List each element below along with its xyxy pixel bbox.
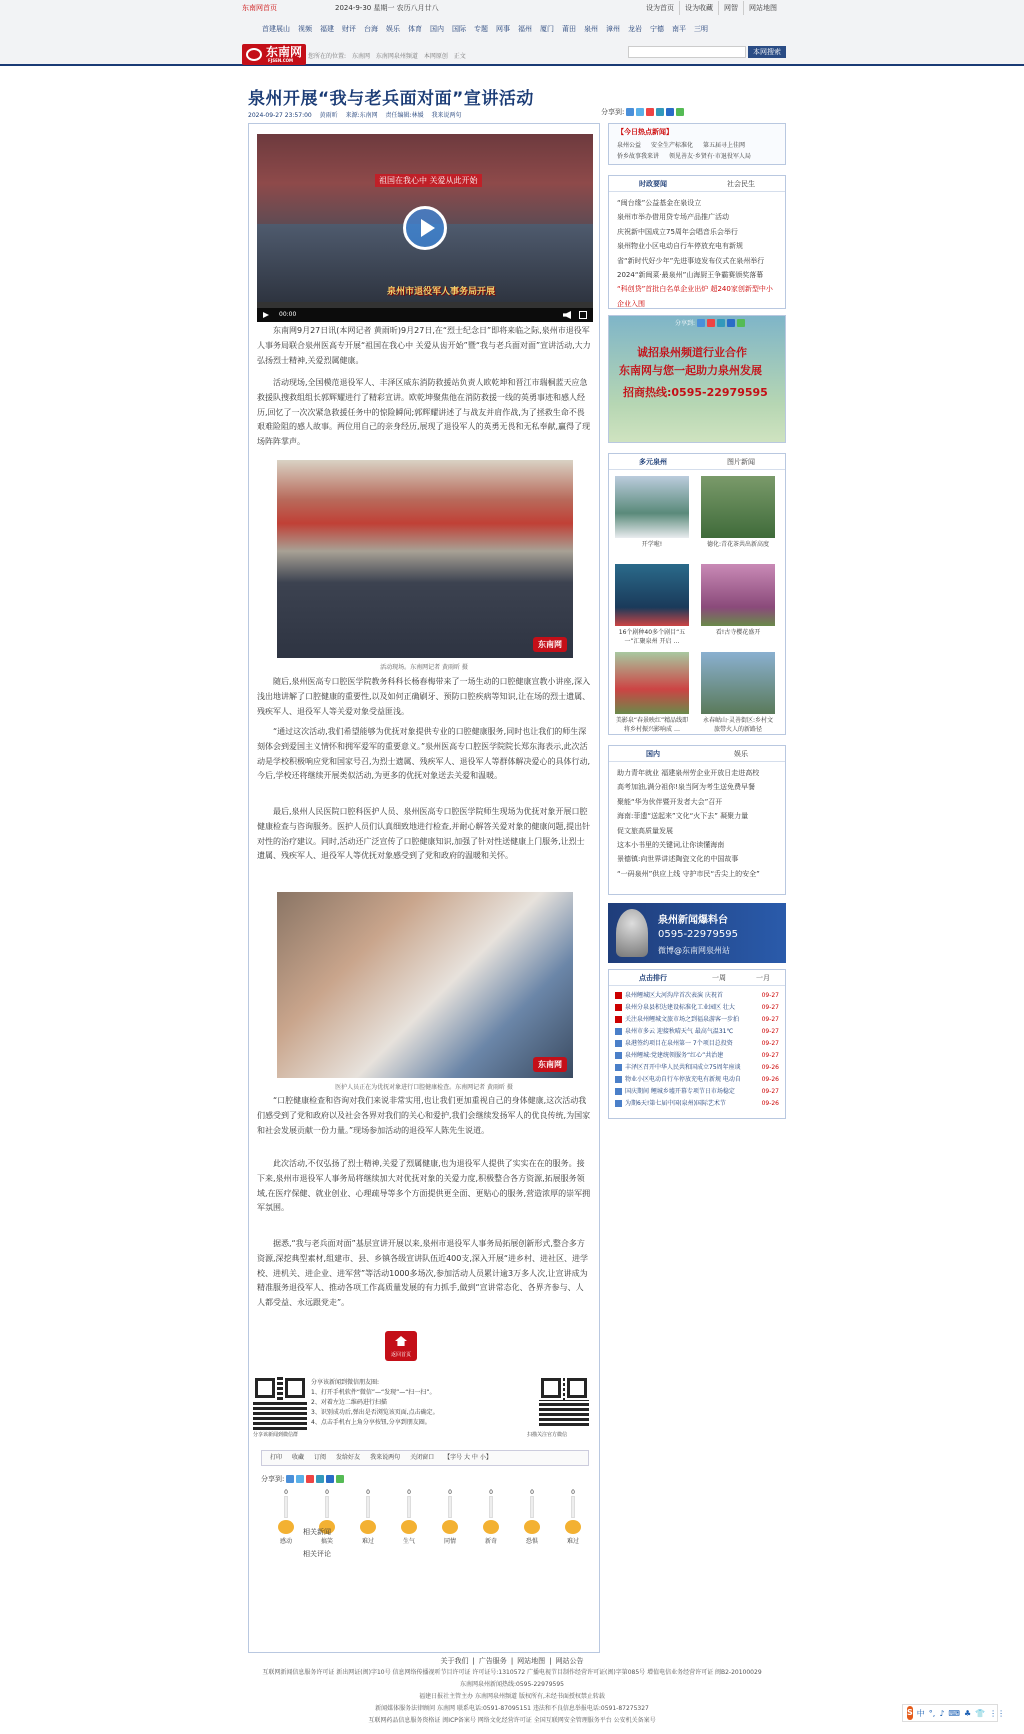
wechat-qr-left — [253, 1376, 307, 1430]
rank-row[interactable] — [609, 1086, 785, 1098]
share-bar-top — [601, 107, 684, 117]
rank-title[interactable]: 泉州市多云 迎接秋晴天气 最高气温31℃ — [625, 1028, 734, 1035]
article-toolbar — [261, 1450, 589, 1466]
article-title: 泉州开展“我与老兵面对面”宣讲活动 — [248, 89, 534, 109]
photo-activity — [277, 460, 573, 658]
breadcrumb-channel[interactable]: 东南网泉州频道 — [375, 53, 418, 60]
news-link[interactable]: 海南:菲遗“送起来”文化“火下去” 凝聚力量 — [617, 812, 749, 821]
publish-time: 2024-09-27 23:57:00 — [248, 112, 312, 119]
mood-bar — [366, 1496, 370, 1518]
mood-face-icon[interactable] — [524, 1520, 540, 1534]
article-body — [248, 123, 600, 1653]
date-text: 2024-9-30 星期一 农历八月廿八 — [335, 4, 439, 12]
tab-domestic[interactable]: 国内 — [646, 750, 660, 758]
rank-row[interactable] — [609, 1002, 785, 1014]
photo-box — [608, 453, 786, 735]
rank-title[interactable]: 泉州鲤城区大河沟岸首次表演 庆祝首 — [625, 992, 723, 999]
rank-date: 09-27 — [761, 1040, 779, 1047]
editor: 责任编辑:林媛 — [385, 112, 424, 119]
channel-link[interactable]: 台海 — [364, 25, 378, 33]
mood-count: 0 — [284, 1489, 288, 1496]
qr-line: 3、识别成功后,弹出是否浏览该页面,点击确定。 — [311, 1409, 439, 1416]
mood-label: 搞笑 — [320, 1538, 333, 1545]
video-subtitle: 泉州市退役军人事务局开展 — [387, 287, 496, 297]
photo-thumb[interactable] — [615, 476, 689, 538]
share-douban-icon[interactable] — [336, 1475, 344, 1483]
photo-caption[interactable]: 永春岵山·灵善街区:乡村文旅带火人的新路径 — [703, 717, 773, 733]
ad-line2: 东南网与您一起助力泉州发展 — [619, 364, 762, 377]
mood-bar — [530, 1496, 534, 1518]
mood-face-icon[interactable] — [442, 1520, 458, 1534]
rank-row[interactable] — [609, 1062, 785, 1074]
photo-caption[interactable]: 美影泉“春景映红”精品线即将乡村振兴影响成 … — [615, 717, 689, 733]
ad-service-link[interactable]: 广告服务 — [478, 1657, 507, 1665]
watermark: 东南网 — [533, 637, 567, 652]
wechat-qr-right — [539, 1376, 589, 1426]
footer-line: 东南网泉州新闻热线:0595-22979595 — [460, 1681, 564, 1688]
channel-link[interactable]: 财评 — [342, 25, 356, 33]
channel-link[interactable]: 专题 — [474, 25, 488, 33]
photo-caption: 活动现场。东南网记者 黄雨昕 摄 — [380, 664, 468, 671]
ime-toolbar[interactable] — [902, 1704, 1006, 1722]
channel-link[interactable]: 泉州 — [584, 25, 598, 33]
set-homepage-link[interactable]: 设为首页 — [641, 1, 680, 15]
ad-line3: 招商热线:0595-22979595 — [623, 386, 768, 399]
share-kaixin-icon[interactable] — [666, 108, 674, 116]
mood-item[interactable] — [558, 1489, 588, 1545]
mood-face-icon[interactable] — [360, 1520, 376, 1534]
share-bar-bottom — [261, 1474, 344, 1484]
favorite-button[interactable]: 收藏 — [292, 1454, 305, 1461]
mood-label: 恐惧 — [525, 1538, 538, 1545]
sitemap-link[interactable]: 网站地图 — [749, 4, 777, 12]
mood-bar — [325, 1496, 329, 1518]
volume-icon[interactable] — [563, 311, 571, 319]
channel-link[interactable]: 娱乐 — [386, 25, 400, 33]
rank-number-icon — [615, 992, 622, 999]
today-hot-box — [608, 123, 786, 165]
mood-label: 新奇 — [484, 1538, 497, 1545]
tab-month[interactable]: 一月 — [756, 974, 770, 982]
logo-sub: FJSEN.COM — [268, 58, 294, 63]
play-small-icon[interactable] — [263, 312, 269, 318]
mood-item[interactable] — [435, 1489, 465, 1545]
rank-date: 09-27 — [761, 1052, 779, 1059]
ad-share — [675, 318, 745, 327]
mood-count: 0 — [530, 1489, 534, 1496]
ime-tool-icon[interactable]: ♣ — [963, 1708, 972, 1718]
share-tqq-icon[interactable] — [656, 108, 664, 116]
channel-link[interactable]: 宁德 — [650, 25, 664, 33]
watermark: 东南网 — [533, 1057, 567, 1072]
share-icon[interactable] — [737, 319, 745, 327]
source: 来源:东南网 — [345, 112, 378, 119]
footer-line: 福建日报社主管主办 东南网泉州频道 版权所有,未经书面授权禁止转载 — [419, 1693, 605, 1700]
rank-date: 09-27 — [761, 1004, 779, 1011]
tab-society[interactable]: 社会民生 — [727, 180, 755, 188]
news-link[interactable]: 这本小书里的关键词,让你读懂海南 — [617, 841, 725, 850]
photo-checkup — [277, 892, 573, 1078]
mood-bar — [407, 1496, 411, 1518]
rank-date: 09-27 — [761, 992, 779, 999]
rank-title[interactable]: 泉州鲤城:党建统领服务“红心”共治建 — [625, 1052, 724, 1059]
channel-link[interactable]: 体育 — [408, 25, 422, 33]
share-icon[interactable] — [717, 319, 725, 327]
photo-thumb[interactable] — [615, 652, 689, 714]
mood-label: 感动 — [279, 1538, 292, 1545]
news-link[interactable]: 助力青年就业 福建泉州劳企业开放日走进高校 — [617, 769, 760, 777]
paragraph: 此次活动,不仅弘扬了烈士精神,关爱了烈属健康,也为退役军人提供了实实在在的服务。接下来,泉州市退役军人事务局将继续加大对优抚对象的关爱力度,积极整合各方资源,拓展服务领域,在医疗保健、就业创业、心理疏导等多个方面提供更全面、更贴心的服务,营造浓厚的崇军拥军氛围。 — [257, 1159, 591, 1213]
news-link[interactable]: “闽台缘”公益基金在泉设立 — [617, 199, 702, 207]
ad-line1: 诚招泉州频道行业合作 — [637, 346, 747, 359]
top-line — [242, 0, 782, 15]
mood-label: 难过 — [361, 1538, 374, 1545]
rank-date: 09-27 — [761, 1016, 779, 1023]
video-time: 00:00 — [279, 311, 297, 318]
mood-label: 难过 — [566, 1538, 579, 1545]
qr-line: 4、点击手机右上角分享按钮,分享到朋友圈。 — [311, 1419, 431, 1426]
share-tqq-icon[interactable] — [316, 1475, 324, 1483]
rank-title[interactable]: 丰泽区召开中华人民共和国成立75周年座谈 — [625, 1064, 741, 1071]
comment-link[interactable]: 我来说两句 — [431, 112, 462, 119]
share-label: 分享到: — [261, 1475, 285, 1483]
ime-tool-icon[interactable]: 👕 — [975, 1708, 986, 1718]
paragraph: “口腔健康检查和咨询对我们来说非常实用,也让我们更加重视自己的身体健康,这次活动我们感受到了党和政府以及社会各界对我们的关心和爱护,我们会继续发扬军人的优良传统,为国家和社会发展贡献一份力量。”现场参加活动的退役军人陈先生说道。 — [257, 1096, 591, 1135]
share-qzone-icon[interactable] — [286, 1475, 294, 1483]
rank-row[interactable] — [609, 1026, 785, 1038]
channel-link[interactable]: 福建 — [320, 25, 334, 33]
article-meta — [248, 110, 468, 119]
paragraph: 最后,泉州人民医院口腔科医护人员、泉州医高专口腔医学院师生现场为优抚对象开展口腔健康检查与咨询服务。医护人员们认真细致地进行检查,并耐心解答关爱对象的健康问题,提出针对性的治疗建议。同时,活动还广泛宣传了口腔健康知识,加强了针对性送健康上门服务,让烈士遗属、残疾军人、退役军人等优抚对象感受到了党和政府的温暖和关怀。 — [257, 807, 591, 861]
paragraph: 随后,泉州医高专口腔医学院教务科科长杨春梅带来了一场生动的口腔健康宣教小讲座,深入浅出地讲解了口腔健康的重要性,以及如何正确刷牙、预防口腔疾病等知识,让在场的烈士遗属、残疾军人、退役军人等关爱对象受益匪浅。 — [257, 677, 591, 716]
photo-caption[interactable]: 开学啦! — [641, 541, 663, 548]
back-label: 返回首页 — [390, 1352, 411, 1358]
rank-number-icon — [615, 1028, 622, 1035]
mood-label: 生气 — [402, 1538, 415, 1545]
home-link[interactable]: 东南网首页 — [242, 4, 277, 12]
qr-left-caption: 分享该新闻到微信群 — [253, 1432, 299, 1438]
channel-link[interactable]: 国际 — [452, 25, 466, 33]
channel-link[interactable]: 三明 — [694, 25, 708, 33]
top-right-links — [641, 1, 782, 15]
channel-link[interactable]: 网事 — [496, 25, 510, 33]
photo-thumb[interactable] — [701, 476, 775, 538]
logo-icon — [246, 48, 262, 61]
rank-number-icon — [615, 1076, 622, 1083]
photo-caption[interactable]: 看!古寺樱花盛开 — [715, 629, 761, 636]
rank-date: 09-26 — [761, 1076, 779, 1083]
hot-link[interactable]: 第五届寻上佳网 — [703, 142, 746, 149]
share-renren-icon[interactable] — [646, 108, 654, 116]
related-news-heading: 相关新闻 — [303, 1528, 331, 1536]
rank-row[interactable] — [609, 1050, 785, 1062]
rank-title[interactable]: 关注泉州鲤城文旅市场之到福泉游客一步拍 — [625, 1016, 740, 1023]
rank-title[interactable]: 国庆期间 鲤城乡墟开幕专项节日市场稳定 — [625, 1088, 735, 1095]
breadcrumb-home[interactable]: 东南网 — [351, 53, 370, 60]
mood-face-icon[interactable] — [565, 1520, 581, 1534]
news-link[interactable]: 庆祝新中国成立75周年会唱音乐会举行 — [617, 227, 738, 236]
mood-face-icon[interactable] — [278, 1520, 294, 1534]
hotline-title: 泉州新闻爆料台 — [658, 915, 728, 926]
qr-line: 分享该新闻到微信朋友圈: — [311, 1379, 380, 1386]
rank-box — [608, 969, 786, 1119]
send-friend-button[interactable]: 发给好友 — [336, 1454, 361, 1461]
share-label: 分享到: — [601, 108, 625, 116]
video-controls[interactable] — [257, 308, 593, 322]
footer-links: 关于我们 | 广告服务 | 网站地图 | 网站公告 — [440, 1657, 584, 1665]
fullscreen-icon[interactable] — [579, 311, 587, 319]
qr-line: 2、对着左边二维码进行扫描 — [311, 1399, 387, 1406]
print-button[interactable]: 打印 — [270, 1454, 283, 1461]
hot-link[interactable]: 侨乡故事我来讲 — [617, 153, 660, 160]
footer-line: 互联网药品信息服务资格证 闽ICP备案号 网络文化经营许可证 全国互联网安全管理服务平台 公安机关备案号 — [368, 1717, 656, 1724]
rank-date: 09-26 — [761, 1064, 779, 1071]
mood-label: 同情 — [443, 1538, 456, 1545]
video-banner-text: 祖国在我心中 关爱从此开始 — [375, 174, 482, 187]
mood-face-icon[interactable] — [401, 1520, 417, 1534]
mood-face-icon[interactable] — [483, 1520, 499, 1534]
mood-count: 0 — [448, 1489, 452, 1496]
qr-instructions — [311, 1378, 439, 1428]
photo-caption: 医护人员正在为优抚对象进行口腔健康检查。东南网记者 黄雨昕 摄 — [335, 1084, 513, 1091]
ad-banner[interactable] — [608, 315, 786, 443]
mood-bar — [284, 1496, 288, 1518]
news-link[interactable]: 2024“新闽菜·最泉州”山海厨王争霸赛颁奖落幕 — [617, 271, 764, 280]
tab-click-rank[interactable]: 点击排行 — [639, 974, 667, 982]
news-link[interactable]: 高考加油,满分祖你!泉当阿为考生送免费早餐 — [617, 783, 756, 792]
wangzhi-link[interactable]: 网智 — [719, 1, 744, 15]
qr-right-caption: 扫描关注官方微信 — [527, 1432, 568, 1438]
share-icon[interactable] — [727, 319, 735, 327]
ime-tool-icon[interactable]: °, — [928, 1708, 936, 1718]
hotline-phone: 0595-22979595 — [658, 929, 738, 940]
footer — [0, 1655, 1024, 1727]
news-box-2 — [608, 745, 786, 895]
sitemap-link[interactable]: 网站地图 — [517, 1657, 546, 1665]
channel-link[interactable]: 南平 — [672, 25, 686, 33]
close-window-button[interactable]: 关闭窗口 — [410, 1454, 435, 1461]
photo-thumb[interactable] — [615, 564, 689, 626]
mood-count: 0 — [571, 1489, 575, 1496]
today-hot-title: 【今日热点新闻】 — [617, 128, 673, 136]
rank-number-icon — [615, 1040, 622, 1047]
photo-caption[interactable]: 16个剧种40多个剧目“五一”汇聚泉州 开启 … — [618, 629, 686, 645]
channel-link[interactable]: 莆田 — [562, 25, 576, 33]
channel-link[interactable]: 漳州 — [606, 25, 620, 33]
tab-week[interactable]: 一周 — [712, 974, 726, 982]
mood-bar — [448, 1496, 452, 1518]
font-size-control[interactable]: 【字号 大 中 小】 — [444, 1454, 492, 1461]
logo-text: 东南网 — [266, 45, 303, 59]
mood-item[interactable] — [353, 1489, 383, 1545]
mood-item[interactable] — [517, 1489, 547, 1545]
rank-number-icon — [615, 1088, 622, 1095]
header-wrap — [242, 0, 782, 63]
tab-diverse-quanzhou[interactable]: 多元泉州 — [639, 458, 667, 466]
photo-caption[interactable]: 德化:青花茶共出新高度 — [706, 541, 770, 548]
microphone-icon — [616, 909, 648, 957]
news-link[interactable]: 泉州市举办借用贷专场产品推广活动 — [617, 213, 729, 222]
ime-tool-icon[interactable]: ♪ — [939, 1708, 945, 1718]
qr-line: 1、打开手机软件“微信”—“发现”—“扫一扫”。 — [311, 1389, 436, 1396]
news-link[interactable]: “科创贷”首批白名单企业出炉 超240家创新型中小企业入围 — [617, 285, 773, 308]
paragraph: 据悉,“我与老兵面对面”基层宣讲开展以来,泉州市退役军人事务局拓展创新形式,整合多方资源,深挖典型素材,组建市、县、乡镇各级宣讲队伍近400支,深入开展“进乡村、进社区、进学校、进机关、进企业、进军营”等活动1000多场次,参加活动人员累计逾3万多人次,让宣讲成为精准服务退役军人、推动各项工作高质量发展的有力抓手,做到“宣讲常态化、各界齐参与、人人都受益、永远跟党走”。 — [257, 1239, 589, 1308]
footer-line: 互联网新闻信息服务许可证 新出网证(闽)字10号 信息网络传播视听节目许可证 许可证号:1310572 广播电视节目制作经营许可证(闽)字第085号 增值电信业务经营许可证 闽B2-20100029 — [262, 1669, 762, 1676]
share-icon[interactable] — [697, 319, 705, 327]
tab-entertainment[interactable]: 娱乐 — [734, 750, 748, 758]
channel-link[interactable]: 首建展山 — [262, 25, 290, 33]
mood-bar — [571, 1496, 575, 1518]
mood-item[interactable] — [271, 1489, 301, 1545]
rank-row[interactable] — [609, 1014, 785, 1026]
rank-title[interactable]: 为期6天!第七届中国(泉州)国际艺术节 — [625, 1100, 726, 1107]
share-renren-icon[interactable] — [306, 1475, 314, 1483]
author: 黄雨昕 — [319, 112, 338, 119]
rank-title[interactable]: 泉州分泉县积达建设标准化工业园区 壮大 — [625, 1004, 735, 1011]
footer-line: 新闻媒体服务法律顾问 东南网 联系电话:0591-87095151 违法和不良信息举报电话:0591-87275327 — [375, 1705, 649, 1712]
tab-politics[interactable]: 时政要闻 — [639, 180, 667, 188]
ime-logo-icon[interactable]: S — [907, 1706, 913, 1720]
rank-row[interactable] — [609, 990, 785, 1002]
news-list-1 — [609, 192, 785, 315]
news-link[interactable]: “一码泉州”供应上线 守护市民“舌尖上的安全” — [617, 869, 760, 878]
search-input[interactable] — [628, 46, 746, 58]
rank-number-icon — [615, 1100, 622, 1107]
ime-tool-icon[interactable]: 中 — [916, 1708, 925, 1718]
play-icon[interactable] — [403, 206, 447, 250]
rank-number-icon — [615, 1052, 622, 1059]
breadcrumb-prefix: 您所在的位置: — [308, 53, 347, 60]
mood-bar — [489, 1496, 493, 1518]
ime-tool-icon[interactable]: ⌨ — [948, 1708, 960, 1718]
add-favorite-link[interactable]: 设为收藏 — [680, 1, 719, 15]
hotline-weibo: 微博@东南网泉州站 — [658, 946, 730, 955]
mood-count: 0 — [489, 1489, 493, 1496]
news-list-2 — [609, 762, 785, 885]
channel-nav — [262, 24, 716, 34]
rank-list — [609, 986, 785, 1110]
news-link[interactable]: 泉州物业小区电动自行车停放充电有新规 — [617, 242, 743, 251]
mood-count: 0 — [325, 1489, 329, 1496]
back-home-button[interactable] — [385, 1331, 417, 1361]
mood-count: 0 — [366, 1489, 370, 1496]
share-douban-icon[interactable] — [676, 108, 684, 116]
share-label: 分享到: — [675, 320, 696, 327]
breadcrumb-section[interactable]: 本网原创 — [423, 53, 448, 60]
mood-item[interactable] — [394, 1489, 424, 1545]
hot-link[interactable]: 安全生产标准化 — [651, 142, 694, 149]
breadcrumb-current: 正文 — [453, 53, 466, 60]
mood-item[interactable] — [476, 1489, 506, 1545]
paragraph: 东南网9月27日讯(本网记者 黄雨昕)9月27日,在“烈士纪念日”即将来临之际,泉州市退役军人事务局联合泉州医高专开展“祖国在我心中 关爱从齿开始”暨“我与老兵面对面”宣讲活动,大力弘扬烈士精神,关爱烈属健康。 — [257, 326, 591, 365]
channel-link[interactable]: 视频 — [298, 25, 312, 33]
news-link[interactable]: 促文旅高质量发展 — [617, 826, 673, 835]
about-link[interactable]: 关于我们 — [440, 1657, 469, 1665]
search-button[interactable]: 本网搜索 — [748, 46, 786, 58]
rank-number-icon — [615, 1004, 622, 1011]
tab-photo-news[interactable]: 图片新闻 — [727, 458, 755, 466]
paragraph: “通过这次活动,我们希望能够为优抚对象提供专业的口腔健康服务,同时也让我们的师生深刻体会到爱国主义情怀和拥军爱军的重要意义。”泉州医高专口腔医学院院长郑东海表示,此次活动是学校积极响应党和国家号召,为烈士遗属、残疾军人、退役军人等群体解决爱心的具体行动,今后,学校还将继续开展类似活动,为更多的优抚对象送去关爱和温暖。 — [257, 727, 591, 781]
news-link[interactable]: 省“新时代好少年”先进事迹发布仪式在泉州举行 — [617, 256, 765, 265]
channel-link[interactable]: 龙岩 — [628, 25, 642, 33]
hot-link[interactable]: 泉州公益 — [617, 142, 642, 149]
paragraph: 活动现场,全国模范退役军人、丰泽区威东消防救援站负责人欧乾坤和晋江市瑞桐蓝天应急救援队搜救组组长郭辉耀进行了精彩宣讲。欧乾坤聚焦他在消防救援一线的英勇事迹和感人经历,回忆了一次次紧急救援任务中的惊险瞬间;郭辉耀讲述了与战友并肩作战,为了拯救生命不畏艰难险阻的感人故事。两位用自己的亲身经历,展现了退役军人的英勇无畏和无私奉献,赢得了现场阵阵掌声。 — [257, 378, 591, 447]
share-qzone-icon[interactable] — [626, 108, 634, 116]
rank-row[interactable] — [609, 1074, 785, 1086]
rank-title[interactable]: 物业小区电动自行车停放充电有新规 电动自 — [625, 1076, 741, 1083]
channel-link[interactable]: 厦门 — [540, 25, 554, 33]
share-icon[interactable] — [707, 319, 715, 327]
news-link[interactable]: 聚能“华为伙伴暨开发者大会”召开 — [617, 797, 723, 806]
channel-link[interactable]: 福州 — [518, 25, 532, 33]
news-link[interactable]: 景德镇:向世界讲述陶瓷文化的中国故事 — [617, 855, 739, 864]
top-header — [0, 0, 1024, 66]
rank-date: 09-27 — [761, 1028, 779, 1035]
photo-thumb[interactable] — [701, 652, 775, 714]
channel-link[interactable]: 国内 — [430, 25, 444, 33]
subscribe-button[interactable]: 订阅 — [314, 1454, 327, 1461]
rank-number-icon — [615, 1016, 622, 1023]
site-logo[interactable] — [242, 44, 306, 65]
rank-number-icon — [615, 1064, 622, 1071]
share-sina-icon[interactable] — [636, 108, 644, 116]
related-comments-heading: 相关评论 — [303, 1550, 331, 1558]
rank-row[interactable] — [609, 1098, 785, 1110]
rank-date: 09-27 — [761, 1088, 779, 1095]
hot-link[interactable]: 领见善友·乡贤有·市退役军人局 — [669, 153, 751, 160]
share-sina-icon[interactable] — [296, 1475, 304, 1483]
rank-row[interactable] — [609, 1038, 785, 1050]
news-box-1 — [608, 175, 786, 309]
rank-date: 09-26 — [761, 1100, 779, 1107]
announcement-link[interactable]: 网站公告 — [555, 1657, 584, 1665]
breadcrumb — [308, 51, 470, 60]
photo-thumb[interactable] — [701, 564, 775, 626]
news-hotline-banner[interactable] — [608, 903, 786, 963]
ime-tool-icon[interactable]: ⋮⋮ — [989, 1708, 1006, 1718]
rank-title[interactable]: 泉港签约项目在泉州第一 7个项目总投资 — [625, 1040, 733, 1047]
comment-button[interactable]: 我来说两句 — [370, 1454, 401, 1461]
share-kaixin-icon[interactable] — [326, 1475, 334, 1483]
video-player[interactable] — [257, 134, 593, 322]
mood-count: 0 — [407, 1489, 411, 1496]
